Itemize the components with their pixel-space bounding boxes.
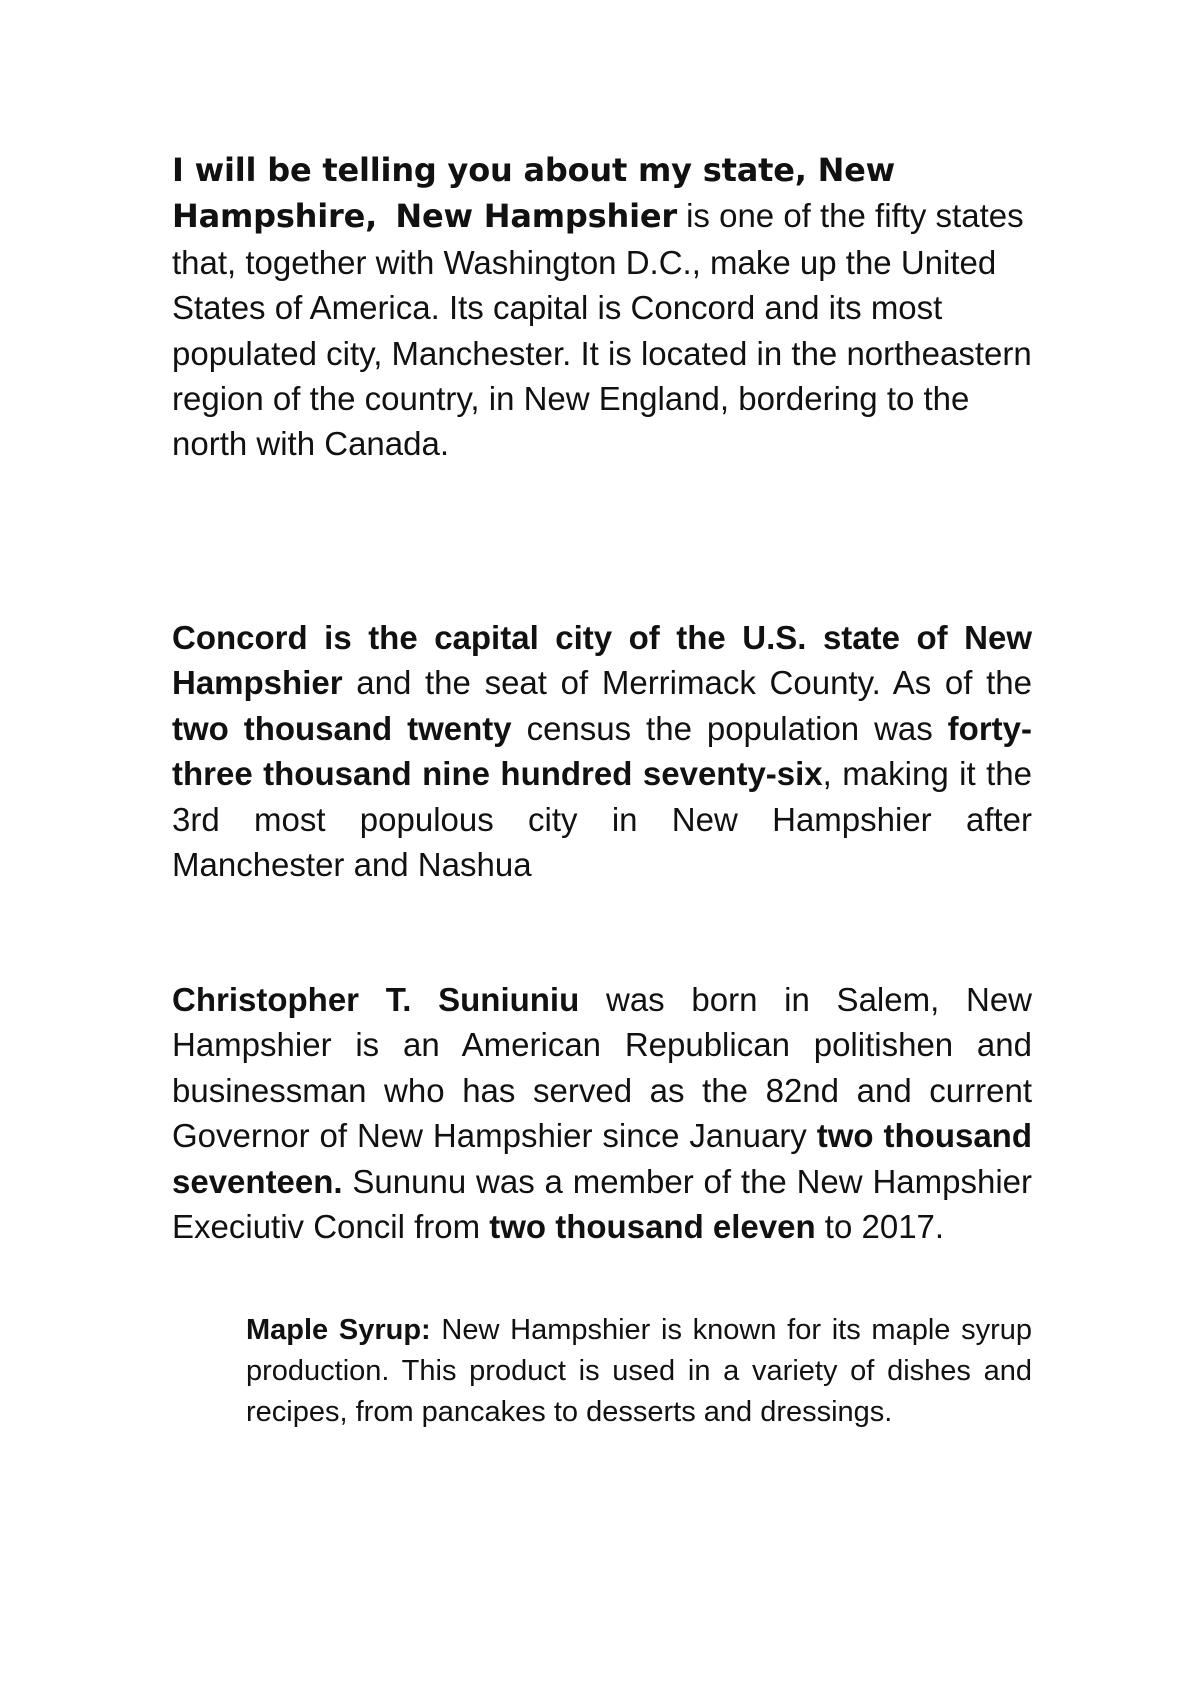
- concord-bold-2: two thousand twenty: [172, 709, 512, 747]
- concord-text-3: , making it the 3rd most populous city in New Hampshier after Manchester and Nashua: [172, 755, 1032, 884]
- intro-text: is one of the fifty states that, together with Washington D.C., make up the United States of America. Its capital is Concord and its most populated city, Manchester. It is located in the northeastern region of the country, in New England, bordering to the north with Canada.: [172, 197, 1032, 463]
- concord-bold-3: forty-three thousand nine hundred seventy-six: [172, 709, 1032, 793]
- governor-bold-3: two thousand eleven: [489, 1208, 816, 1246]
- governor-paragraph: [172, 977, 1032, 1249]
- concord-text-2: census the population was: [511, 709, 948, 747]
- governor-bold-1: Christopher T. Suniuniu: [172, 981, 580, 1018]
- maple-text: New Hampshier is known for its maple syrup production. This product is used in a variety of dishes and recipes, from pancakes to desserts and dressings.: [246, 1314, 1033, 1428]
- intro-lead-bold: New Hampshier: [395, 197, 677, 236]
- maple-label: Maple Syrup:: [246, 1314, 431, 1346]
- intro-paragraph: [172, 147, 1032, 467]
- intro-heading: I will be telling you about my state, New Hampshire,: [172, 151, 896, 236]
- concord-text-1: and the seat of Merrimack County. As of the: [342, 664, 1032, 702]
- governor-bold-2: two thousand seventeen.: [172, 1117, 1032, 1200]
- governor-text-1: was born in Salem, New Hampshier is an American Republican politishen and businessman who has served as the 82nd and current Governor of New Hampshier since January: [172, 981, 1033, 1155]
- governor-text-2: Sununu was a member of the New Hampshier Execiutiv Concil from: [172, 1162, 1032, 1246]
- governor-text-3: to 2017.: [815, 1208, 945, 1246]
- concord-paragraph: [172, 615, 1032, 887]
- maple-syrup-paragraph: [246, 1310, 1032, 1433]
- concord-bold-1: Concord is the capital city of the U.S. state of New Hampshier: [172, 619, 1032, 702]
